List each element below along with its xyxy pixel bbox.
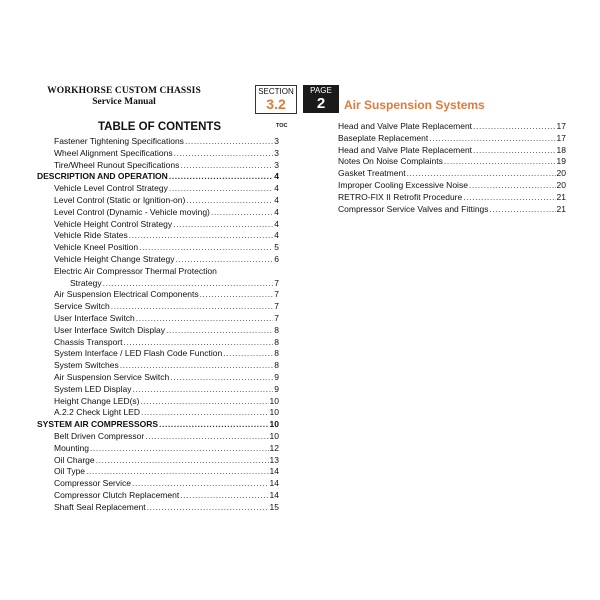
toc-entry-title: Strategy bbox=[70, 277, 102, 288]
toc-entry[interactable] bbox=[37, 230, 279, 242]
toc-leader-dots bbox=[147, 502, 269, 514]
toc-entry-page: 8 bbox=[274, 360, 279, 371]
toc-entry[interactable] bbox=[37, 254, 279, 266]
toc-leader-dots bbox=[180, 160, 273, 172]
toc-entry-page: 4 bbox=[274, 171, 279, 182]
toc-entry-title: Notes On Noise Complaints bbox=[338, 156, 443, 167]
toc-entry-page: 3 bbox=[274, 147, 279, 158]
toc-entry-page: 7 bbox=[274, 277, 279, 288]
toc-leader-dots bbox=[170, 372, 273, 384]
toc-entry[interactable] bbox=[338, 204, 566, 216]
toc-entry[interactable] bbox=[37, 443, 279, 455]
brand-name: WORKHORSE CUSTOM CHASSIS bbox=[47, 86, 201, 96]
toc-mark: TOC bbox=[276, 123, 288, 129]
toc-entry[interactable] bbox=[338, 121, 566, 133]
toc-entry-title: Service Switch bbox=[54, 301, 110, 312]
toc-leader-dots bbox=[139, 242, 273, 254]
toc-entry-page: 8 bbox=[274, 324, 279, 335]
toc-entry-page: 10 bbox=[269, 419, 279, 430]
toc-entry-page: 9 bbox=[274, 383, 279, 394]
toc-entry-page: 18 bbox=[556, 144, 566, 155]
toc-right-column bbox=[338, 121, 566, 215]
toc-entry-page: 9 bbox=[274, 371, 279, 382]
toc-entry[interactable] bbox=[37, 360, 279, 372]
toc-leader-dots bbox=[141, 396, 269, 408]
toc-leader-dots bbox=[159, 419, 268, 431]
toc-entry-title: Head and Valve Plate Replacement bbox=[338, 121, 473, 131]
toc-entry[interactable] bbox=[37, 372, 279, 384]
brand-block bbox=[44, 86, 204, 108]
toc-entry-title: Air Suspension Service Switch bbox=[54, 371, 170, 382]
toc-entry[interactable] bbox=[338, 180, 566, 192]
toc-entry-title: Tire/Wheel Runout Specifications bbox=[54, 159, 180, 170]
manual-name: Service Manual bbox=[92, 97, 156, 107]
toc-entry-page: 4 bbox=[274, 230, 279, 241]
toc-leader-dots bbox=[473, 145, 555, 157]
toc-entry-page: 20 bbox=[556, 179, 566, 190]
toc-entry-title: SYSTEM AIR COMPRESSORS bbox=[37, 419, 159, 430]
toc-entry-page: 7 bbox=[274, 312, 279, 323]
toc-entry-page: 8 bbox=[274, 348, 279, 359]
toc-entry-title: Fastener Tightening Specifications bbox=[54, 136, 184, 146]
toc-leader-dots bbox=[211, 207, 273, 219]
toc-entry-page: 7 bbox=[274, 301, 279, 312]
toc-entry-page: 21 bbox=[556, 191, 566, 202]
toc-leader-dots bbox=[173, 219, 273, 231]
toc-entry-page: 15 bbox=[269, 501, 279, 512]
toc-entry-page: 4 bbox=[274, 206, 279, 217]
toc-entry-page: 19 bbox=[556, 156, 566, 167]
toc-entry-page: 10 bbox=[269, 407, 279, 418]
toc-leader-dots bbox=[444, 156, 556, 168]
toc-entry-page: 7 bbox=[274, 289, 279, 300]
toc-entry-page: 14 bbox=[269, 489, 279, 500]
toc-leader-dots bbox=[174, 148, 274, 160]
toc-entry-title: Electric Air Compressor Thermal Protection bbox=[54, 265, 217, 276]
toc-entry-title: Level Control (Static or Ignition-on) bbox=[54, 194, 186, 205]
toc-leader-dots bbox=[141, 407, 269, 419]
toc-entry[interactable] bbox=[37, 407, 279, 419]
toc-entry-title: Chassis Transport bbox=[54, 336, 123, 347]
toc-entry[interactable] bbox=[37, 183, 279, 195]
toc-leader-dots bbox=[86, 466, 269, 478]
toc-entry[interactable] bbox=[37, 478, 279, 490]
toc-entry-page: 3 bbox=[274, 159, 279, 170]
toc-entry-page: 17 bbox=[556, 132, 566, 143]
toc-leader-dots bbox=[186, 195, 273, 207]
toc-leader-dots bbox=[129, 230, 274, 242]
toc-entry-page: 17 bbox=[556, 121, 566, 131]
toc-entry-page: 20 bbox=[556, 168, 566, 179]
toc-leader-dots bbox=[200, 289, 274, 301]
toc-entry[interactable] bbox=[338, 156, 566, 168]
toc-leader-dots bbox=[90, 443, 269, 455]
toc-leader-dots bbox=[169, 171, 273, 183]
toc-entry[interactable] bbox=[37, 337, 279, 349]
toc-entry[interactable] bbox=[37, 431, 279, 443]
section-number: 3.2 bbox=[266, 96, 286, 112]
toc-leader-dots bbox=[120, 360, 274, 372]
toc-leader-dots bbox=[132, 384, 273, 396]
toc-entry-title: Vehicle Height Control Strategy bbox=[54, 218, 173, 229]
toc-entry[interactable] bbox=[37, 266, 279, 278]
toc-entry[interactable] bbox=[37, 219, 279, 231]
toc-entry[interactable] bbox=[37, 242, 279, 254]
toc-entry-page: 8 bbox=[274, 336, 279, 347]
toc-entry-title: RETRO-FIX II Retrofit Procedure bbox=[338, 191, 463, 202]
toc-entry-title: Air Suspension Electrical Components bbox=[54, 289, 199, 300]
toc-leader-dots bbox=[185, 136, 273, 148]
toc-leader-dots bbox=[169, 183, 273, 195]
toc-entry-title: Wheel Alignment Specifications bbox=[54, 147, 173, 158]
toc-entry-page: 10 bbox=[269, 395, 279, 406]
toc-entry[interactable] bbox=[37, 419, 279, 431]
toc-entry-page: 21 bbox=[556, 203, 566, 214]
toc-entry-title: Vehicle Ride States bbox=[54, 230, 128, 241]
toc-entry-title: Oil Charge bbox=[54, 454, 95, 465]
toc-leader-dots bbox=[136, 313, 273, 325]
toc-entry-page: 13 bbox=[269, 454, 279, 465]
toc-left-column bbox=[37, 136, 279, 514]
toc-entry-title: Level Control (Dynamic - Vehicle moving) bbox=[54, 206, 210, 217]
toc-entry[interactable] bbox=[37, 136, 279, 148]
toc-heading: TABLE OF CONTENTS bbox=[98, 121, 222, 133]
toc-leader-dots bbox=[180, 490, 268, 502]
toc-entry[interactable] bbox=[338, 133, 566, 145]
toc-entry-page: 5 bbox=[274, 242, 279, 253]
page-number: 2 bbox=[316, 95, 326, 112]
toc-leader-dots bbox=[407, 168, 556, 180]
toc-entry[interactable] bbox=[37, 384, 279, 396]
toc-entry[interactable] bbox=[37, 301, 279, 313]
toc-entry-title: System Interface / LED Flash Code Function bbox=[54, 348, 223, 359]
toc-entry-page: 3 bbox=[274, 136, 279, 146]
toc-entry-page: 10 bbox=[269, 430, 279, 441]
toc-leader-dots bbox=[111, 301, 274, 313]
toc-entry-page: 4 bbox=[274, 218, 279, 229]
page-indicator bbox=[303, 85, 339, 113]
toc-leader-dots bbox=[132, 478, 269, 490]
toc-entry-title: A.2.2 Check Light LED bbox=[54, 407, 140, 418]
toc-entry-title: Vehicle Height Change Strategy bbox=[54, 253, 175, 264]
toc-entry[interactable] bbox=[37, 148, 279, 160]
toc-entry-title: Baseplate Replacement bbox=[338, 132, 429, 143]
toc-entry[interactable] bbox=[37, 325, 279, 337]
section-label: SECTION bbox=[258, 87, 294, 96]
toc-entry[interactable] bbox=[338, 145, 566, 157]
toc-entry[interactable] bbox=[37, 466, 279, 478]
toc-leader-dots bbox=[473, 121, 555, 133]
toc-entry-title: Gasket Treatment bbox=[338, 168, 406, 179]
toc-entry-page: 4 bbox=[274, 194, 279, 205]
toc-entry-page: 14 bbox=[269, 466, 279, 477]
toc-leader-dots bbox=[145, 431, 268, 443]
page-label: PAGE bbox=[310, 86, 332, 95]
toc-entry-title: Compressor Service bbox=[54, 478, 131, 489]
toc-entry[interactable] bbox=[37, 502, 279, 514]
toc-leader-dots bbox=[490, 204, 556, 216]
toc-entry-title: DESCRIPTION AND OPERATION bbox=[37, 171, 168, 182]
toc-entry-title: Head and Valve Plate Replacement bbox=[338, 144, 473, 155]
toc-entry[interactable] bbox=[37, 348, 279, 360]
toc-entry-title: Oil Type bbox=[54, 466, 86, 477]
toc-entry[interactable] bbox=[37, 490, 279, 502]
section-indicator bbox=[255, 85, 297, 114]
toc-leader-dots bbox=[124, 337, 274, 349]
toc-entry-title: Shaft Seal Replacement bbox=[54, 501, 146, 512]
toc-entry-page: 14 bbox=[269, 478, 279, 489]
toc-entry[interactable] bbox=[37, 455, 279, 467]
toc-entry[interactable] bbox=[37, 207, 279, 219]
chapter-title: Air Suspension Systems bbox=[344, 98, 485, 112]
toc-entry[interactable] bbox=[37, 195, 279, 207]
toc-entry-title: Compressor Clutch Replacement bbox=[54, 489, 180, 500]
toc-entry[interactable] bbox=[37, 289, 279, 301]
toc-entry[interactable] bbox=[37, 278, 279, 290]
toc-leader-dots bbox=[176, 254, 274, 266]
toc-entry-title: Compressor Service Valves and Fittings bbox=[338, 203, 489, 214]
toc-entry-title: Mounting bbox=[54, 442, 89, 453]
toc-entry[interactable] bbox=[338, 192, 566, 204]
toc-entry-page: 12 bbox=[269, 442, 279, 453]
toc-entry-page: 4 bbox=[274, 183, 279, 194]
toc-entry[interactable] bbox=[37, 313, 279, 325]
toc-entry-title: System LED Display bbox=[54, 383, 132, 394]
toc-entry-page: 6 bbox=[274, 253, 279, 264]
toc-entry-title: System Switches bbox=[54, 360, 119, 371]
toc-leader-dots bbox=[469, 180, 556, 192]
toc-entry[interactable] bbox=[37, 160, 279, 172]
toc-leader-dots bbox=[463, 192, 555, 204]
toc-leader-dots bbox=[166, 325, 273, 337]
toc-entry-title: Height Change LED(s) bbox=[54, 395, 140, 406]
toc-entry-title: Improper Cooling Excessive Noise bbox=[338, 179, 468, 190]
toc-leader-dots bbox=[429, 133, 555, 145]
toc-entry-title: Vehicle Kneel Position bbox=[54, 242, 139, 253]
toc-entry-title: Vehicle Level Control Strategy bbox=[54, 183, 168, 194]
toc-entry-title: User Interface Switch Display bbox=[54, 324, 166, 335]
toc-entry-title: User Interface Switch bbox=[54, 312, 135, 323]
toc-entry[interactable] bbox=[37, 171, 279, 183]
toc-entry[interactable] bbox=[338, 168, 566, 180]
toc-leader-dots bbox=[96, 455, 269, 467]
toc-entry-title: Belt Driven Compressor bbox=[54, 430, 145, 441]
toc-entry[interactable] bbox=[37, 396, 279, 408]
toc-leader-dots bbox=[223, 348, 273, 360]
toc-leader-dots bbox=[103, 278, 274, 290]
